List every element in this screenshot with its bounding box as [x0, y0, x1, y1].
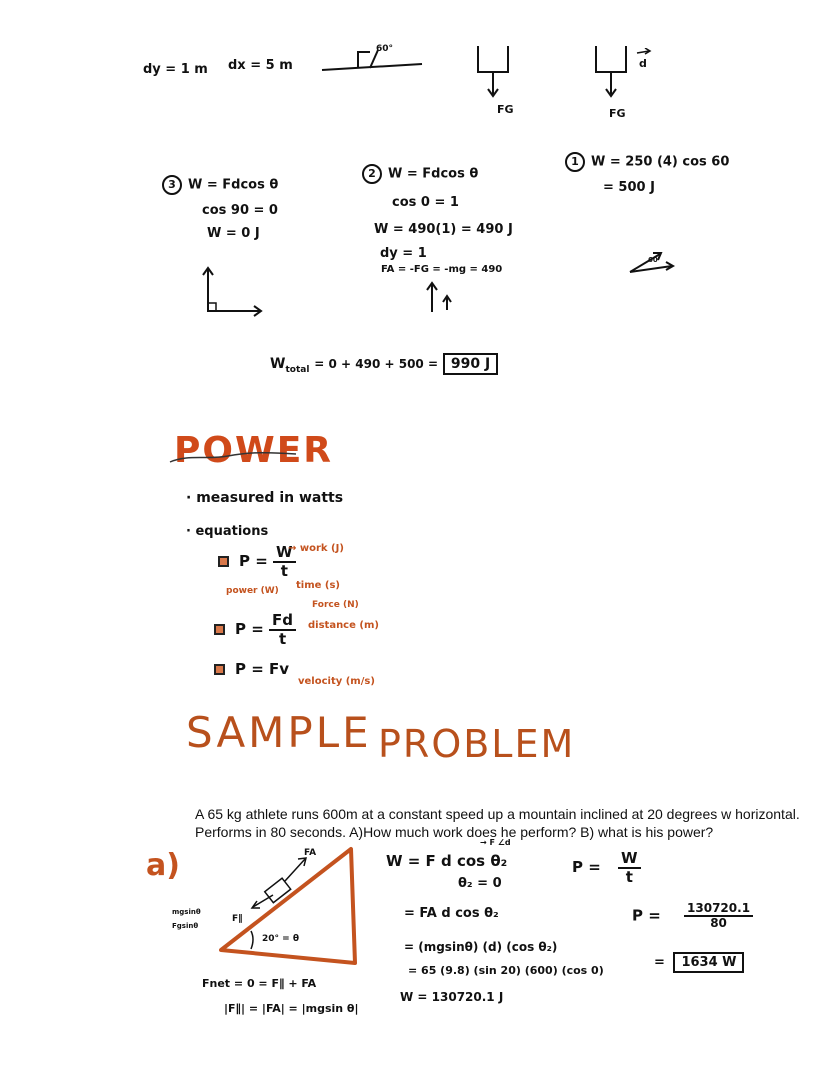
power-title: POWER — [174, 430, 334, 471]
upward-arrows-icon — [424, 280, 458, 314]
power-eq1: P = $\frac{W}{t}$ — [218, 544, 296, 579]
fg-right-label: FG — [609, 107, 626, 120]
dx-label: dx = 5 m — [228, 58, 293, 73]
box-with-gravity-arrow-right — [592, 44, 632, 104]
case2-line3: W = 490(1) = 490 J — [374, 222, 513, 237]
eq1-ann-power: power (W) — [226, 586, 279, 596]
dy-label: dy = 1 m — [143, 62, 208, 77]
box-with-gravity-arrow-left — [474, 44, 514, 104]
part-a-label: a) — [146, 848, 180, 883]
work-line-5: = 65 (9.8) (sin 20) (600) (cos 0) — [408, 964, 604, 977]
case2-line2: cos 0 = 1 — [392, 195, 459, 210]
power-result-box: 1634 W — [673, 952, 744, 973]
eq3-ann-velocity: velocity (m/s) — [298, 676, 375, 687]
total-work: $W_{total} = 0 + 490 + 500 = 990$ J — [270, 356, 498, 375]
sample-title: SAMPLE — [186, 708, 372, 757]
vector-arrow-icon — [636, 48, 652, 56]
work-line-1: W = F d cos θ₂ — [386, 852, 508, 870]
power-bullet-2: · equations — [186, 524, 269, 539]
power-result: = 1634 W — [654, 955, 744, 970]
title-strike-line — [168, 448, 298, 468]
bullet-square-icon — [214, 624, 225, 635]
right-angle-diagram — [198, 265, 268, 317]
incline-diagram — [318, 42, 428, 74]
power-formula: P = $\frac{W}{t}$ — [572, 850, 641, 885]
work-line-6: W = 130720.1 J — [400, 990, 504, 1004]
eq2-ann-force: Force (N) — [312, 600, 359, 610]
eq2-ann-distance: distance (m) — [308, 620, 379, 631]
case1-number: 1 — [565, 152, 585, 172]
fa-label: FA — [304, 848, 317, 858]
d-vector-label: d — [639, 57, 647, 70]
case3-line3: W = 0 J — [207, 226, 260, 241]
problem-title: PROBLEM — [378, 722, 576, 766]
case2-number: 2 — [362, 164, 382, 184]
eq1-ann-time: time (s) — [296, 580, 340, 591]
fnet-equation: Fnet = 0 = F∥ + FA — [202, 977, 317, 990]
work-line-2: θ₂ = 0 — [458, 876, 502, 891]
case2-line5: FA = -FG = -mg = 490 — [381, 264, 503, 275]
case2-equation: 2 W = Fdcos θ — [362, 164, 478, 184]
incline-angle: 60° — [376, 44, 394, 54]
case1-equation: 1 W = 250 (4) cos 60 — [565, 152, 729, 172]
case1-line2: = 500 J — [603, 180, 655, 195]
bullet-square-icon — [214, 664, 225, 675]
case3-number: 3 — [162, 175, 182, 195]
case3-line2: cos 90 = 0 — [202, 203, 278, 218]
magnitude-equation: |F∥| = |FA| = |mgsin θ| — [224, 1002, 359, 1015]
work-line-3: = FA d cos θ₂ — [404, 906, 499, 921]
case3-equation: 3 W = Fdcos θ — [162, 175, 278, 195]
work-line-4: = (mgsinθ) (d) (cos θ₂) — [404, 940, 558, 954]
power-eq2: P = $\frac{Fd}{t}$ — [214, 612, 296, 647]
problem-line-2: Performs in 80 seconds. A)How much work does he perform? B) what is his power? — [195, 824, 714, 840]
power-bullet-1: · measured in watts — [186, 490, 344, 506]
mgsin-label: mgsinθ — [172, 908, 201, 916]
angle-label: 20° = θ — [262, 934, 300, 944]
power-calc: P = $\frac{130720.1}{80}$ — [632, 902, 753, 930]
incline-triangle-diagram — [215, 845, 365, 970]
work-note: → F ∠d — [480, 838, 511, 847]
fpar-label: F∥ — [232, 914, 243, 924]
problem-line-1: A 65 kg athlete runs 600m at a constant speed up a mountain inclined at 20 degrees w horizontal. — [195, 806, 800, 822]
total-result: 990 J — [443, 353, 498, 375]
eq1-ann-work: → work (J) — [288, 543, 344, 554]
fg-left-label: FG — [497, 103, 514, 116]
case2-line4: dy = 1 — [380, 246, 427, 261]
bullet-square-icon — [218, 556, 229, 567]
power-eq3: P = Fv — [214, 660, 289, 678]
case1-angle: 60 — [648, 256, 658, 264]
fgsin-label: Fgsinθ — [172, 922, 199, 930]
